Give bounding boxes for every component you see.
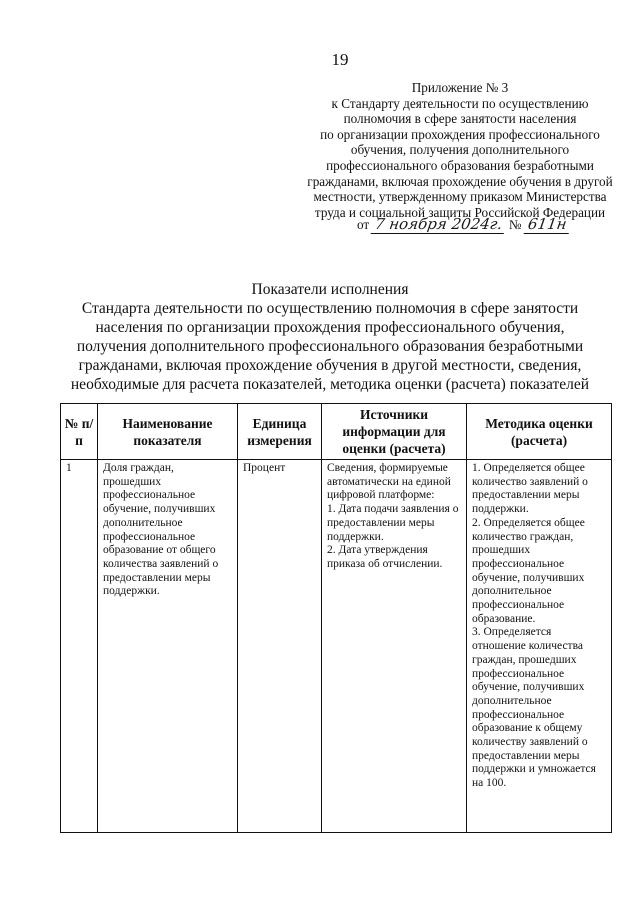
document-title [60, 280, 600, 394]
cell-number: 1 [61, 460, 98, 833]
page-number: 19 [331, 50, 349, 69]
order-reference [357, 215, 569, 234]
appendix-line: полномочия в сфере занятости населения [343, 111, 577, 127]
table-row [61, 460, 612, 833]
method-step: 1. Определяется общее количество заявлений о предоставлении меры поддержки. [472, 462, 588, 516]
method-step: 2. Определяется общее количество граждан, прошедших профессиональное обучение, получивших дополнительное профессиональное образование. [472, 516, 585, 625]
appendix-line: труда и социальной защиты Российской Федерации [314, 204, 606, 220]
method-step: 3. Определяется отношение количества граждан, прошедших профессиональное обучение, получивших дополнительное профессиональное образование к общему количеству заявлений о предоставлении меры поддержки и умножается на 100. [472, 626, 596, 790]
appendix-line: Приложение № 3 [411, 80, 509, 95]
title-line: Стандарта деятельности по осуществлению полномочия в сфере занятости [81, 300, 579, 317]
header-sources: Источники информации для оценки (расчета) [322, 404, 467, 460]
cell-method [467, 460, 612, 833]
table-header-row [61, 404, 612, 460]
appendix-line: местности, утвержденному приказом Министерства [313, 189, 607, 205]
title-line: Показатели исполнения [251, 281, 409, 298]
title-line: получения дополнительного профессионального образования безработными [76, 338, 584, 355]
order-prefix: от [357, 217, 370, 232]
title-line: гражданами, включая прохождение обучения в другой местности, сведения, [78, 357, 582, 374]
appendix-line: гражданами, включая прохождение обучения в другой [307, 173, 613, 189]
header-unit: Единица измерения [238, 404, 322, 460]
title-line: населения по организации прохождения профессионального обучения, [95, 319, 565, 336]
order-number-handwritten: 611н [523, 215, 570, 234]
source-item: 1. Дата подачи заявления о предоставлении меры поддержки. [327, 503, 459, 543]
order-date-handwritten: 7 ноября 2024г. [371, 215, 507, 234]
appendix-line: обучения, получения дополнительного [350, 142, 570, 158]
indicators-table [60, 403, 612, 833]
cell-indicator-name: Доля граждан, прошедших профессиональное обучение, получивших дополнительное профессиональное образование от общего количества заявлений о предоставлении меры поддержки. [98, 460, 238, 833]
cell-sources [322, 460, 467, 833]
order-number-label: № [508, 217, 522, 232]
header-indicator-name: Наименование показателя [98, 404, 238, 460]
appendix-line: профессионального образования безработными [326, 157, 594, 173]
appendix-header [300, 80, 620, 220]
cell-unit: Процент [238, 460, 322, 833]
appendix-line: к Стандарту деятельности по осуществлению [331, 95, 589, 111]
header-number: № п/п [61, 404, 98, 460]
title-line: необходимые для расчета показателей, методика оценки (расчета) показателей [70, 376, 590, 393]
source-item: 2. Дата утверждения приказа об отчислении. [327, 544, 443, 570]
source-item: Сведения, формируемые автоматически на единой цифровой платформе: [327, 462, 451, 502]
appendix-line: по организации прохождения профессионального [320, 126, 600, 142]
header-method: Методика оценки (расчета) [467, 404, 612, 460]
